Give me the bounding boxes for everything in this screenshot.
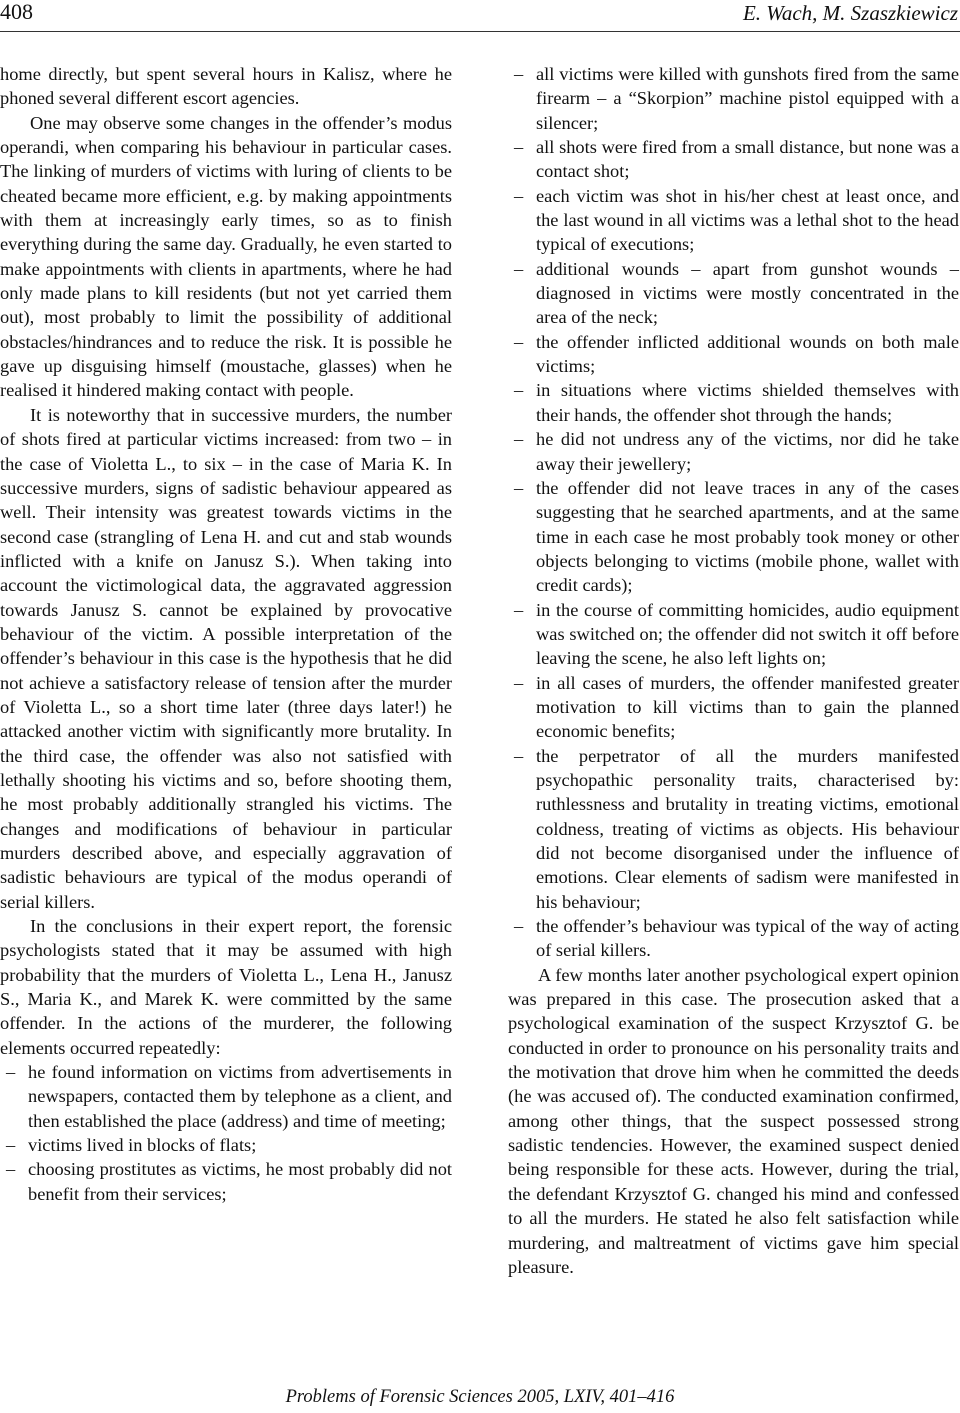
list-item: – the offender did not leave traces in any of the cases suggesting that he searched apartments, and at the same time in each case he most probably took money or other objects belonging to victims (mobile phone, wallet with credit cards); bbox=[508, 476, 959, 598]
left-column bbox=[0, 62, 452, 1206]
paragraph-modus-operandi: One may observe some changes in the offender’s modus operandi, when comparing his behaviour in particular cases. The linking of murders of victims with luring of clients to be cheated became more efficient, e.g. by making appointments with them at increasingly early times, so as to finish everything during the same day. Gradually, he even started to make appointments with clients in apartments, where he had only made plans to kill residents (but not yet carried them out), most probably to limit the possibility of additional obstacles/hindrances and to reduce the risk. It is possible he gave up disguising himself (moustache, glasses) when he realised it hindered making contact with people. bbox=[0, 112, 452, 401]
list-item: – he found information on victims from advertisements in newspapers, contacted them by telephone as a client, and then established the place (address) and time of meeting; bbox=[0, 1060, 452, 1133]
page-header bbox=[0, 0, 960, 32]
paragraph-continuation: home directly, but spent several hours in Kalisz, where he phoned several different escort agencies. bbox=[0, 64, 452, 109]
list-item: – in the course of committing homicides, audio equipment was switched on; the offender did not switch it off before leaving the scene, he also left lights on; bbox=[508, 598, 959, 671]
list-item: – the offender inflicted additional wounds on both male victims; bbox=[508, 330, 959, 379]
list-item: – the offender’s behaviour was typical of the way of acting of serial killers. bbox=[508, 914, 959, 963]
repeated-elements-list-continued bbox=[508, 62, 959, 963]
repeated-elements-list bbox=[0, 1060, 452, 1206]
list-item: – he did not undress any of the victims, nor did he take away their jewellery; bbox=[508, 427, 959, 476]
paragraph-second-expert-opinion: A few months later another psychological expert opinion was prepared in this case. The prosecution asked that a psychological examination of the suspect Krzysztof G. be conducted in order to pronounce on his personality traits and the motivation that drove him when he committed the deeds (he was accused of). The conducted examination confirmed, among other things, that the suspect possessed strong sadistic tendencies. However, the examined suspect denied being responsible for these acts. However, during the trial, the defendant Krzysztof G. changed his mind and confessed to all the murders. He stated he also felt satisfaction while murdering, and maltreatment of victims gave him special pleasure. bbox=[508, 964, 959, 1277]
page-number: 408 bbox=[0, 0, 33, 24]
list-item: – all shots were fired from a small distance, but none was a contact shot; bbox=[508, 135, 959, 184]
list-item: – all victims were killed with gunshots fired from the same firearm – a “Skorpion” machine pistol equipped with a silencer; bbox=[508, 62, 959, 135]
list-item: – additional wounds – apart from gunshot wounds – diagnosed in victims were mostly concentrated in the area of the neck; bbox=[508, 257, 959, 330]
running-head-authors: E. Wach, M. Szaszkiewicz bbox=[742, 1, 958, 25]
list-item: – in all cases of murders, the offender manifested greater motivation to kill victims than to gain the planned economic benefits; bbox=[508, 671, 959, 744]
list-item: – in situations where victims shielded themselves with their hands, the offender shot through the hands; bbox=[508, 378, 959, 427]
list-item: – the perpetrator of all the murders manifested psychopathic personality traits, characterised by: ruthlessness and brutality in treating victims, emotional coldness, treating of victims as objects. His behaviour did not become disorganised under the influence of emotions. Clear elements of sadism were manifested in his behaviour; bbox=[508, 744, 959, 914]
list-item: – victims lived in blocks of flats; bbox=[0, 1133, 452, 1157]
journal-footer: Problems of Forensic Sciences 2005, LXIV, 401–416 bbox=[285, 1387, 675, 1407]
list-item: – each victim was shot in his/her chest at least once, and the last wound in all victims was a lethal shot to the head typical of executions; bbox=[508, 184, 959, 257]
paragraph-expert-conclusions: In the conclusions in their expert report, the forensic psychologists stated that it may be assumed with high probability that the murders of Violetta L., Lena H., Janusz S., Maria K., and Marek K. were committed by the same offender. In the actions of the murderer, the following elements occurred repeatedly: bbox=[0, 916, 452, 1058]
list-item: – choosing prostitutes as victims, he most probably did not benefit from their services; bbox=[0, 1157, 452, 1206]
paragraph-shots-increase: It is noteworthy that in successive murders, the number of shots fired at particular victims increased: from two – in the case of Violetta L., to six – in the case of Maria K. In successive murders, signs of sadistic behaviour appeared as well. Their intensity was greatest towards victims in the second case (strangling of Lena H. and cut and stab wounds inflicted with a knife on Janusz S.). When taking into account the victimological data, the aggravated aggression towards Janusz S. cannot be explained by provocative behaviour of the victim. A possible interpretation of the offender’s behaviour in this case is the hypothesis that he did not achieve a satisfactory release of tension after the murder of Violetta L., so a short time later (three days later!) he attacked another victim with significantly more brutality. In the third case, the offender was also not satisfied with lethally shooting his victims and so, before shooting them, he most probably additionally strangled his victims. The changes and modifications of behaviour in particular murders described above, and especially aggravation of sadistic behaviours are typical of the modus operandi of serial killers. bbox=[0, 404, 452, 912]
right-column bbox=[508, 62, 959, 1279]
